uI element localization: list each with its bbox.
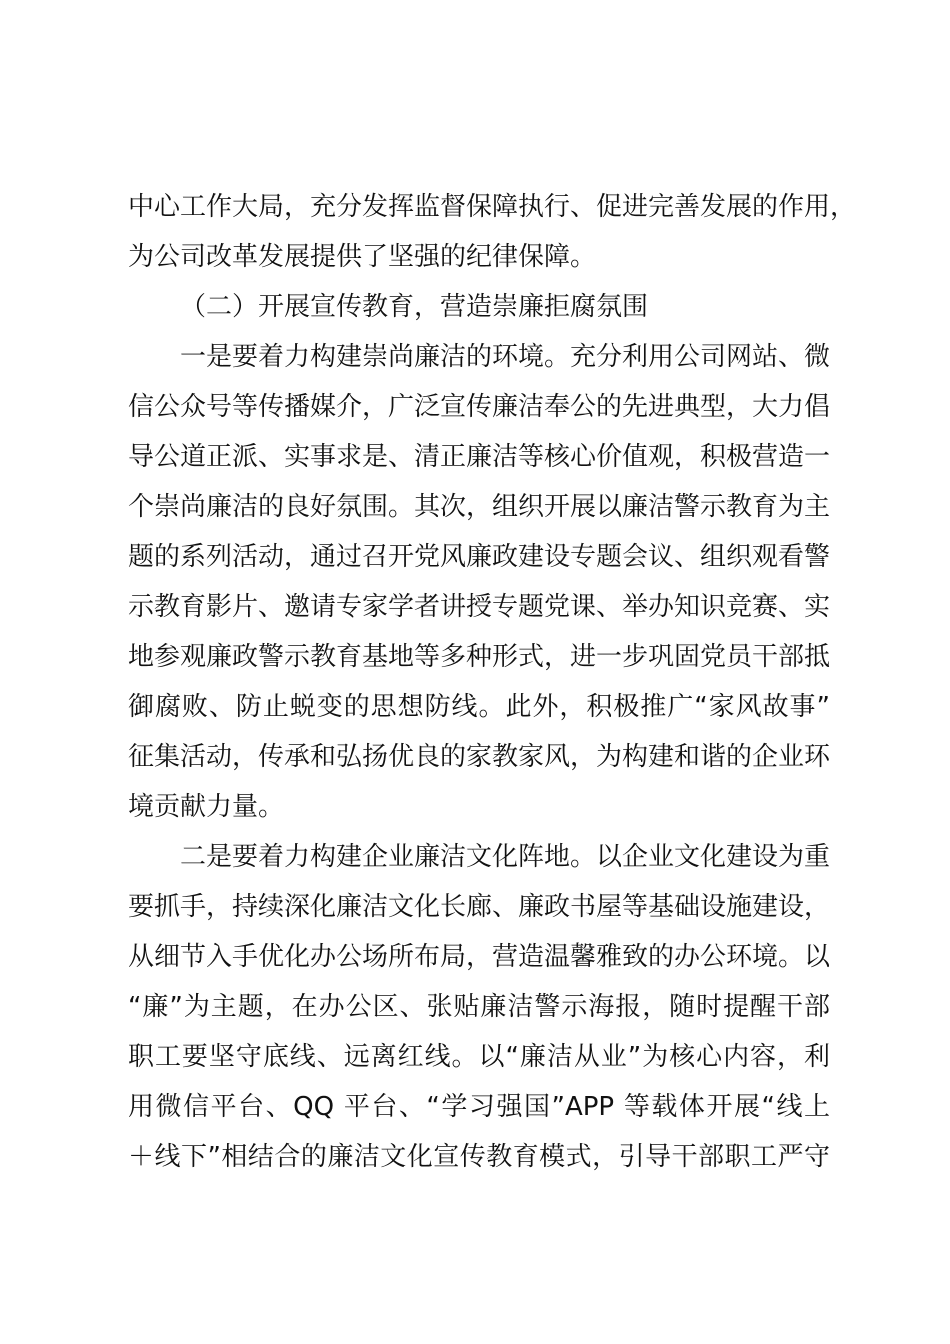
text-line: 信公众号等传播媒介，广泛宣传廉洁奉公的先进典型，大力倡 — [128, 392, 831, 422]
text-line: 示教育影片、邀请专家学者讲授专题党课、举办知识竞赛、实 — [128, 592, 831, 622]
text-line: 从细节入手优化办公场所布局，营造温馨雅致的办公环境。以 — [128, 942, 831, 972]
text-line: 御腐败、防止蜕变的思想防线。此外，积极推广“家风故事” — [128, 692, 830, 722]
text-line: “廉”为主题，在办公区、张贴廉洁警示海报，随时提醒干部 — [128, 992, 830, 1022]
paragraph-first-line: 一是要着力构建崇尚廉洁的环境。充分利用公司网站、微 — [180, 342, 831, 372]
text-line: 导公道正派、实事求是、清正廉洁等核心价值观，积极营造一 — [128, 442, 831, 472]
text-line: 个崇尚廉洁的良好氛围。其次，组织开展以廉洁警示教育为主 — [128, 492, 831, 522]
section-heading: （二）开展宣传教育，营造崇廉拒腐氛围 — [180, 292, 649, 322]
text-line: 中心工作大局，充分发挥监督保障执行、促进完善发展的作用， — [128, 192, 857, 222]
text-line: 要抓手，持续深化廉洁文化长廊、廉政书屋等基础设施建设， — [128, 892, 831, 922]
text-line: 为公司改革发展提供了坚强的纪律保障。 — [128, 242, 597, 272]
text-line: 境贡献力量。 — [128, 792, 285, 822]
text-line: 地参观廉政警示教育基地等多种形式，进一步巩固党员干部抵 — [128, 642, 831, 672]
text-line: 题的系列活动，通过召开党风廉政建设专题会议、组织观看警 — [128, 542, 831, 572]
text-line: 用微信平台、QQ 平台、“学习强国”APP 等载体开展“线上 — [128, 1092, 830, 1122]
text-line: ＋线下”相结合的廉洁文化宣传教育模式，引导干部职工严守 — [128, 1142, 830, 1172]
text-line: 征集活动，传承和弘扬优良的家教家风，为构建和谐的企业环 — [128, 742, 831, 772]
text-line: 职工要坚守底线、远离红线。以“廉洁从业”为核心内容，利 — [128, 1042, 830, 1072]
paragraph-first-line: 二是要着力构建企业廉洁文化阵地。以企业文化建设为重 — [180, 842, 831, 872]
document-body — [128, 182, 857, 1182]
